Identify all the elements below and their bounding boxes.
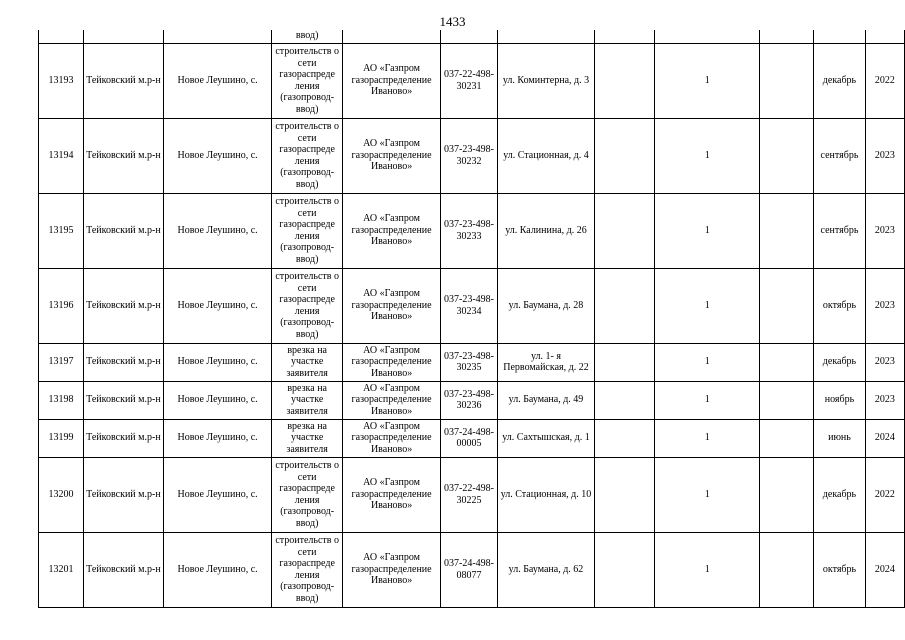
table-row	[39, 343, 905, 381]
cell-year: 2023	[865, 118, 904, 193]
cell-org: АО «Газпром газораспределение Иваново»	[342, 381, 440, 419]
cell-district: Тейковский м.р-н	[84, 419, 164, 457]
cell-district: Тейковский м.р-н	[84, 381, 164, 419]
cell-address: ул. Сахтышская, д. 1	[497, 419, 594, 457]
cell-year: 2022	[865, 43, 904, 118]
cell-year: 2023	[865, 381, 904, 419]
cell-locality: Новое Леушино, с.	[163, 43, 272, 118]
cell-qty: 1	[655, 419, 760, 457]
cell-year: 2022	[865, 457, 904, 532]
cell-month	[814, 30, 866, 43]
cell-locality: Новое Леушино, с.	[163, 193, 272, 268]
table-row	[39, 457, 905, 532]
cell-num: 13193	[39, 43, 84, 118]
cell-work: строительств о сети газораспреде ления (газопровод- ввод)	[272, 268, 343, 343]
cell-num	[39, 30, 84, 43]
cell-code: 037-23-498-30232	[441, 118, 498, 193]
cell-extra1	[595, 457, 655, 532]
cell-extra2	[760, 419, 814, 457]
cell-code: 037-24-498-08077	[441, 532, 498, 607]
cell-extra1	[595, 343, 655, 381]
cell-year: 2023	[865, 268, 904, 343]
cell-extra1	[595, 193, 655, 268]
cell-locality: Новое Леушино, с.	[163, 381, 272, 419]
cell-org: АО «Газпром газораспределение Иваново»	[342, 532, 440, 607]
cell-extra2	[760, 118, 814, 193]
cell-org: АО «Газпром газораспределение Иваново»	[342, 118, 440, 193]
cell-qty: 1	[655, 118, 760, 193]
table-row	[39, 381, 905, 419]
cell-extra2	[760, 457, 814, 532]
cell-extra1	[595, 268, 655, 343]
data-table	[38, 30, 905, 608]
table-row	[39, 268, 905, 343]
cell-locality: Новое Леушино, с.	[163, 532, 272, 607]
cell-num: 13199	[39, 419, 84, 457]
cell-locality: Новое Леушино, с.	[163, 419, 272, 457]
cell-org: АО «Газпром газораспределение Иваново»	[342, 343, 440, 381]
cell-month: ноябрь	[814, 381, 866, 419]
cell-work: строительств о сети газораспреде ления (газопровод- ввод)	[272, 457, 343, 532]
cell-address: ул. 1- я Первомайская, д. 22	[497, 343, 594, 381]
cell-work: строительств о сети газораспреде ления (газопровод- ввод)	[272, 43, 343, 118]
cell-org: АО «Газпром газораспределение Иваново»	[342, 268, 440, 343]
cell-extra1	[595, 532, 655, 607]
cell-locality: Новое Леушино, с.	[163, 457, 272, 532]
cell-work: врезка на участке заявителя	[272, 381, 343, 419]
cell-district: Тейковский м.р-н	[84, 43, 164, 118]
cell-num: 13200	[39, 457, 84, 532]
cell-year: 2024	[865, 419, 904, 457]
cell-extra2	[760, 343, 814, 381]
cell-qty: 1	[655, 193, 760, 268]
table-row-continued	[39, 30, 905, 43]
cell-extra1	[595, 30, 655, 43]
cell-address: ул. Стационная, д. 4	[497, 118, 594, 193]
cell-address: ул. Калинина, д. 26	[497, 193, 594, 268]
cell-district: Тейковский м.р-н	[84, 532, 164, 607]
cell-num: 13194	[39, 118, 84, 193]
cell-qty: 1	[655, 268, 760, 343]
cell-work: строительств о сети газораспреде ления (газопровод- ввод)	[272, 118, 343, 193]
cell-num: 13195	[39, 193, 84, 268]
cell-code: 037-23-498-30236	[441, 381, 498, 419]
cell-code: 037-24-498-00005	[441, 419, 498, 457]
cell-num: 13197	[39, 343, 84, 381]
cell-month: октябрь	[814, 532, 866, 607]
cell-extra2	[760, 532, 814, 607]
cell-year: 2023	[865, 343, 904, 381]
table-body	[39, 30, 905, 607]
cell-work: ввод)	[272, 30, 343, 43]
cell-code: 037-22-498-30225	[441, 457, 498, 532]
cell-qty	[655, 30, 760, 43]
cell-qty: 1	[655, 343, 760, 381]
cell-qty: 1	[655, 532, 760, 607]
cell-qty: 1	[655, 43, 760, 118]
cell-org: АО «Газпром газораспределение Иваново»	[342, 457, 440, 532]
cell-month: июнь	[814, 419, 866, 457]
cell-org	[342, 30, 440, 43]
cell-extra1	[595, 419, 655, 457]
cell-extra1	[595, 43, 655, 118]
cell-org: АО «Газпром газораспределение Иваново»	[342, 43, 440, 118]
table-row	[39, 419, 905, 457]
cell-code	[441, 30, 498, 43]
cell-address: ул. Стационная, д. 10	[497, 457, 594, 532]
cell-org: АО «Газпром газораспределение Иваново»	[342, 193, 440, 268]
cell-locality: Новое Леушино, с.	[163, 343, 272, 381]
cell-month: сентябрь	[814, 193, 866, 268]
cell-district: Тейковский м.р-н	[84, 343, 164, 381]
page-number: 1433	[439, 14, 466, 29]
cell-num: 13201	[39, 532, 84, 607]
cell-code: 037-23-498-30234	[441, 268, 498, 343]
cell-work: строительств о сети газораспреде ления (газопровод- ввод)	[272, 193, 343, 268]
cell-locality: Новое Леушино, с.	[163, 268, 272, 343]
cell-month: декабрь	[814, 43, 866, 118]
cell-work: врезка на участке заявителя	[272, 419, 343, 457]
cell-month: декабрь	[814, 457, 866, 532]
cell-org: АО «Газпром газораспределение Иваново»	[342, 419, 440, 457]
cell-qty: 1	[655, 457, 760, 532]
cell-year: 2024	[865, 532, 904, 607]
cell-extra2	[760, 381, 814, 419]
cell-extra1	[595, 118, 655, 193]
cell-address: ул. Коминтерна, д. 3	[497, 43, 594, 118]
table-row	[39, 118, 905, 193]
cell-district: Тейковский м.р-н	[84, 118, 164, 193]
cell-district: Тейковский м.р-н	[84, 457, 164, 532]
cell-extra2	[760, 268, 814, 343]
cell-month: сентябрь	[814, 118, 866, 193]
table-row	[39, 532, 905, 607]
table-row	[39, 193, 905, 268]
cell-year	[865, 30, 904, 43]
cell-month: октябрь	[814, 268, 866, 343]
cell-address	[497, 30, 594, 43]
cell-locality: Новое Леушино, с.	[163, 118, 272, 193]
cell-extra1	[595, 381, 655, 419]
cell-work: строительств о сети газораспреде ления (газопровод- ввод)	[272, 532, 343, 607]
cell-qty: 1	[655, 381, 760, 419]
cell-code: 037-23-498-30235	[441, 343, 498, 381]
cell-extra2	[760, 43, 814, 118]
cell-year: 2023	[865, 193, 904, 268]
cell-locality	[163, 30, 272, 43]
table-row	[39, 43, 905, 118]
cell-code: 037-22-498-30231	[441, 43, 498, 118]
cell-district	[84, 30, 164, 43]
cell-district: Тейковский м.р-н	[84, 268, 164, 343]
cell-address: ул. Баумана, д. 62	[497, 532, 594, 607]
cell-extra2	[760, 30, 814, 43]
cell-num: 13196	[39, 268, 84, 343]
cell-extra2	[760, 193, 814, 268]
cell-num: 13198	[39, 381, 84, 419]
cell-month: декабрь	[814, 343, 866, 381]
cell-code: 037-23-498-30233	[441, 193, 498, 268]
cell-address: ул. Баумана, д. 49	[497, 381, 594, 419]
cell-district: Тейковский м.р-н	[84, 193, 164, 268]
cell-work: врезка на участке заявителя	[272, 343, 343, 381]
cell-address: ул. Баумана, д. 28	[497, 268, 594, 343]
